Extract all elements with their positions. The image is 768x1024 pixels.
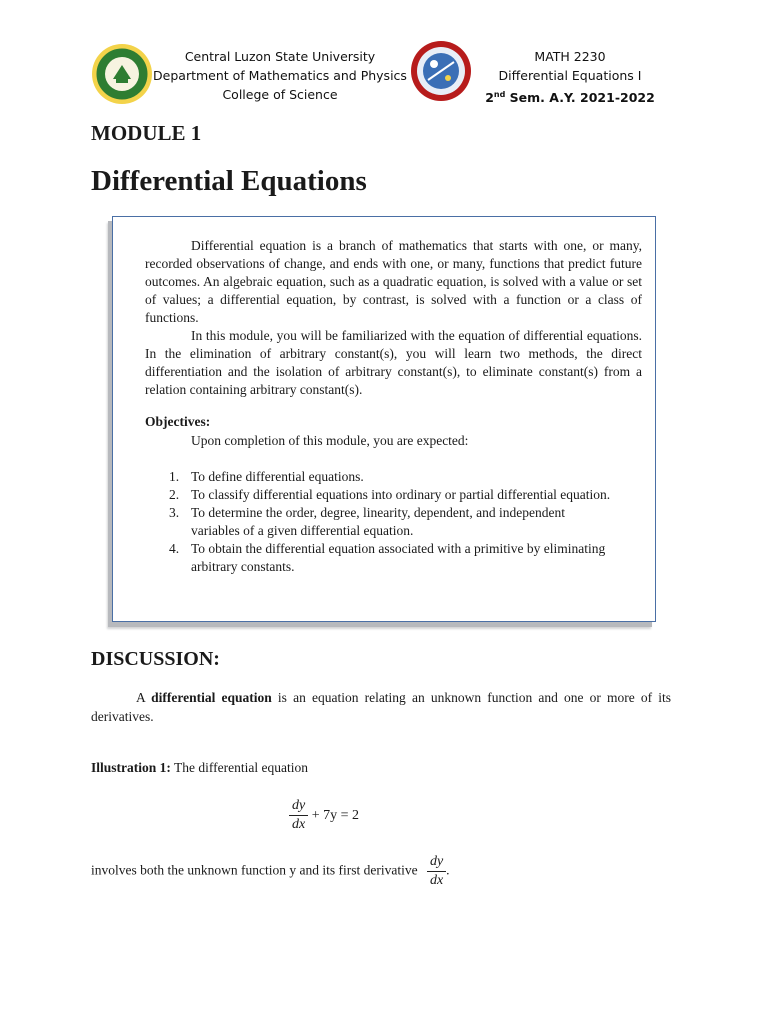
list-item-text: To define differential equations. (191, 469, 364, 484)
discussion-heading: DISCUSSION: (91, 648, 220, 670)
definition-term: differential equation (151, 690, 272, 705)
list-item-text: To determine the order, degree, linearity, dependent, and independent variables of a given differential equation. (191, 505, 565, 538)
list-item (145, 540, 615, 576)
list-item-number: 4. (169, 541, 180, 556)
list-item-text: To obtain the differential equation associated with a primitive by eliminating arbitrary constants. (191, 541, 606, 574)
objectives-intro: Upon completion of this module, you are expected: (191, 433, 469, 448)
semester-suffix: nd (493, 90, 506, 99)
definition-paragraph (91, 688, 671, 726)
header-course (470, 47, 670, 107)
module-label: MODULE 1 (91, 121, 202, 145)
semester (470, 85, 670, 107)
objectives-list (145, 468, 615, 576)
equation (289, 797, 359, 834)
illustration-label: Illustration 1: (91, 760, 171, 775)
college-name: College of Science (222, 87, 338, 102)
list-item-text: To classify differential equations into ordinary or partial differential equation. (191, 487, 611, 502)
fraction-numerator: dy (289, 797, 308, 816)
list-item-number: 1. (169, 469, 180, 484)
page-title: Differential Equations (91, 165, 367, 197)
list-item-number: 2. (169, 487, 180, 502)
university-name: Central Luzon State University (184, 49, 376, 64)
definition-rest: is an equation relating an unknown function and one or more of its derivatives. (91, 690, 671, 724)
definition-lead: A (136, 690, 152, 705)
follow-up-period: . (446, 862, 450, 878)
list-item-number: 3. (169, 505, 180, 520)
illustration-line (91, 760, 308, 776)
list-item (145, 468, 615, 486)
list-item (145, 504, 615, 540)
department-name: Department of Mathematics and Physics (153, 68, 407, 83)
follow-up-text: involves both the unknown function y and its first derivative (91, 862, 418, 878)
college-seal-icon (410, 40, 472, 107)
fraction-denominator: dx (429, 873, 444, 888)
semester-ordinal: 2 (485, 90, 494, 106)
header-institution (150, 47, 410, 104)
list-item (145, 486, 615, 504)
intro-text (145, 237, 642, 399)
equation-rest: + 7y = 2 (311, 807, 360, 823)
follow-up-line (91, 853, 450, 890)
clsu-seal-icon (91, 43, 153, 110)
derivative-fraction (427, 853, 446, 890)
fraction-numerator: dy (427, 853, 446, 872)
illustration-text: The differential equation (170, 760, 308, 775)
intro-paragraph-1: Differential equation is a branch of mathematics that starts with one, or many, recorded observations of change, and ends with one, or many, functions that predict future outcomes. An algebraic equation, such as a quadratic equation, is solved with a value or set of values; a differential equation, by contrast, is solved with a function or a class of functions. (145, 238, 642, 325)
objectives-heading: Objectives: (145, 414, 211, 429)
course-code: MATH 2230 (534, 49, 606, 64)
course-title: Differential Equations I (498, 68, 642, 83)
intro-paragraph-2: In this module, you will be familiarized with the equation of differential equations. In the elimination of arbitrary constant(s), you will learn two methods, the direct differentiation and the isolation of arbitrary constant(s), to eliminate constant(s) from a relation containing arbitrary constant(s). (145, 328, 642, 397)
derivative-fraction (289, 797, 308, 834)
fraction-denominator: dx (292, 817, 306, 832)
semester-rest: Sem. A.Y. 2021-2022 (505, 90, 655, 106)
